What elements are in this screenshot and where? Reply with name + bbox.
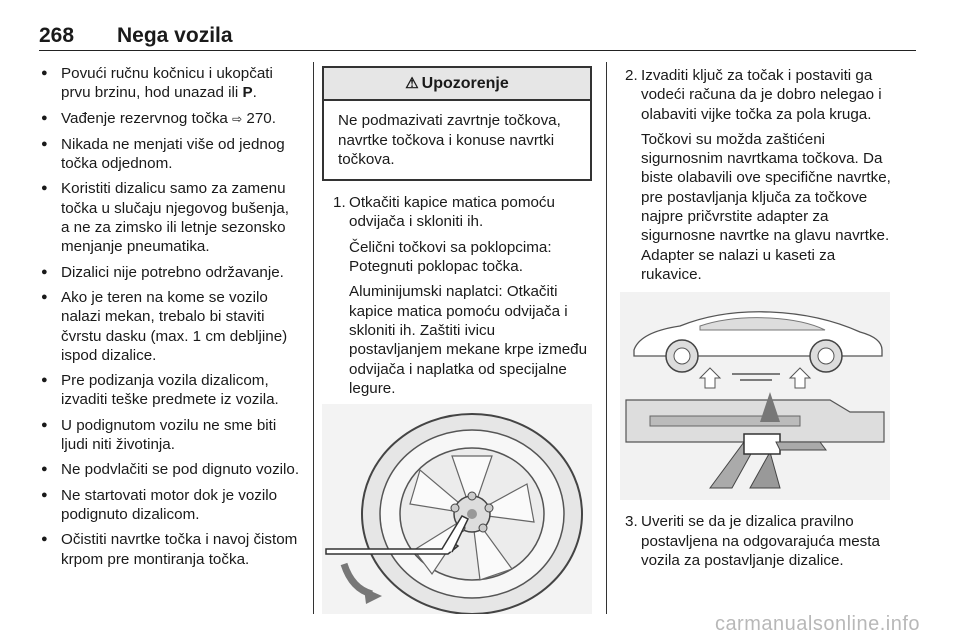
warning-text: Ne podmazivati zavrtnje točkova, navrtke točkova i konuse navrtki točkova. bbox=[338, 112, 561, 168]
step-number: 1. bbox=[333, 194, 346, 212]
step-paragraph: Čelični točkovi sa poklopcima: Potegnuti poklopac točka. bbox=[349, 238, 552, 276]
warning-triangle-icon: ⚠ bbox=[405, 75, 419, 92]
watermark: carmanualsonline.info bbox=[714, 613, 920, 635]
page-reference-arrow-icon: ⇨ bbox=[232, 111, 243, 126]
step-3 bbox=[614, 512, 892, 570]
bullet-item bbox=[39, 109, 301, 129]
bullet-text: Nikada ne menjati više od jednog točka odjednom. bbox=[61, 135, 285, 173]
bullet-item bbox=[39, 135, 301, 174]
bullet-text: Vađenje rezervnog točka bbox=[61, 109, 233, 127]
wheel-illustration bbox=[322, 404, 592, 614]
precaution-list bbox=[39, 64, 301, 569]
step-paragraph: Uveriti se da je dizalica pravilno postavljena na odgovarajuća mesta vozila za postavljanje dizalice. bbox=[641, 513, 880, 569]
bullet-item bbox=[39, 263, 301, 282]
warning-title: Upozorenje bbox=[421, 75, 509, 92]
warning-header bbox=[324, 68, 590, 101]
bullet-text: Pre podizanja vozila dizalicom, izvaditi teške predmete iz vozila. bbox=[61, 372, 279, 409]
right-column bbox=[614, 66, 892, 576]
bullet-text: U podignutom vozilu ne sme biti ljudi niti životinja. bbox=[61, 416, 277, 454]
bullet-item bbox=[39, 530, 301, 569]
bullet-item bbox=[39, 486, 301, 525]
bullet-text: Ne podvlačiti se pod dignuto vozilo. bbox=[61, 461, 300, 479]
bullet-item bbox=[39, 179, 301, 256]
page-header bbox=[39, 24, 916, 51]
middle-column bbox=[322, 66, 592, 614]
step-1 bbox=[322, 193, 592, 398]
warning-box bbox=[322, 66, 592, 181]
step-2 bbox=[614, 66, 892, 284]
step-paragraph: Aluminijumski naplatci: Otkačiti kapice matica pomoću odvijača i skloniti ih. Zaštiti ivicu postavljanjem mekane krpe između odvijača i naplatka od specijalne legure. bbox=[349, 283, 588, 397]
car-jack-illustration bbox=[620, 292, 890, 500]
bullet-text: Povući ručnu kočnicu i ukopčati prvu brzinu, hod unazad ili bbox=[61, 65, 273, 102]
step-number: 2. bbox=[625, 67, 638, 84]
bullet-text: . bbox=[252, 84, 257, 102]
wheel-cap-removal-illustration bbox=[322, 404, 592, 614]
bullet-item bbox=[39, 460, 301, 479]
bullet-text: Ako je teren na kome se vozilo nalazi mekan, trebalo bi staviti čvrstu dasku (max. 1 cm debljine) ispod dizalice. bbox=[61, 288, 288, 364]
bullet-text: P bbox=[242, 84, 253, 102]
step-number: 3. bbox=[625, 513, 638, 531]
bullet-text: Očistiti navrtke točka i navoj čistom krpom pre montiranja točka. bbox=[61, 531, 298, 568]
jack-positioning-illustration bbox=[620, 292, 890, 500]
bullet-text: 270. bbox=[242, 109, 276, 127]
bullet-item bbox=[39, 416, 301, 455]
chapter-title: Nega vozila bbox=[117, 24, 233, 47]
column-divider bbox=[606, 62, 607, 614]
bullet-text: Dizalici nije potrebno održavanje. bbox=[61, 263, 284, 281]
page-number: 268 bbox=[39, 24, 75, 47]
column-divider bbox=[313, 62, 314, 614]
bullet-item bbox=[39, 288, 301, 365]
bullet-item bbox=[39, 371, 301, 410]
left-column bbox=[39, 64, 301, 575]
bullet-text: Koristiti dizalicu samo za zamenu točka u slučaju njegovog bušenja, a ne za zimsko ili letnje sezonsko menjanje pneumatika. bbox=[61, 180, 289, 256]
step-paragraph: Izvaditi ključ za točak i postaviti ga vodeći računa da je dobro nelegao i olabaviti vijke točka za pola kruga. bbox=[641, 67, 882, 123]
bullet-text: Ne startovati motor dok je vozilo podignuto dizalicom. bbox=[61, 486, 278, 523]
bullet-item bbox=[39, 64, 301, 103]
step-paragraph: Otkačiti kapice matica pomoću odvijača i skloniti ih. bbox=[349, 194, 555, 231]
step-paragraph: Točkovi su možda zaštićeni sigurnosnim navrtkama točkova. Da biste olabavili ove specifične navrtke, pre postavljanja ključa za točkove najpre pričvrstite adapter za sigurnosne navrtke na glavu navrtke. Adapter se nalazi u kaseti za rukavice. bbox=[641, 130, 891, 283]
